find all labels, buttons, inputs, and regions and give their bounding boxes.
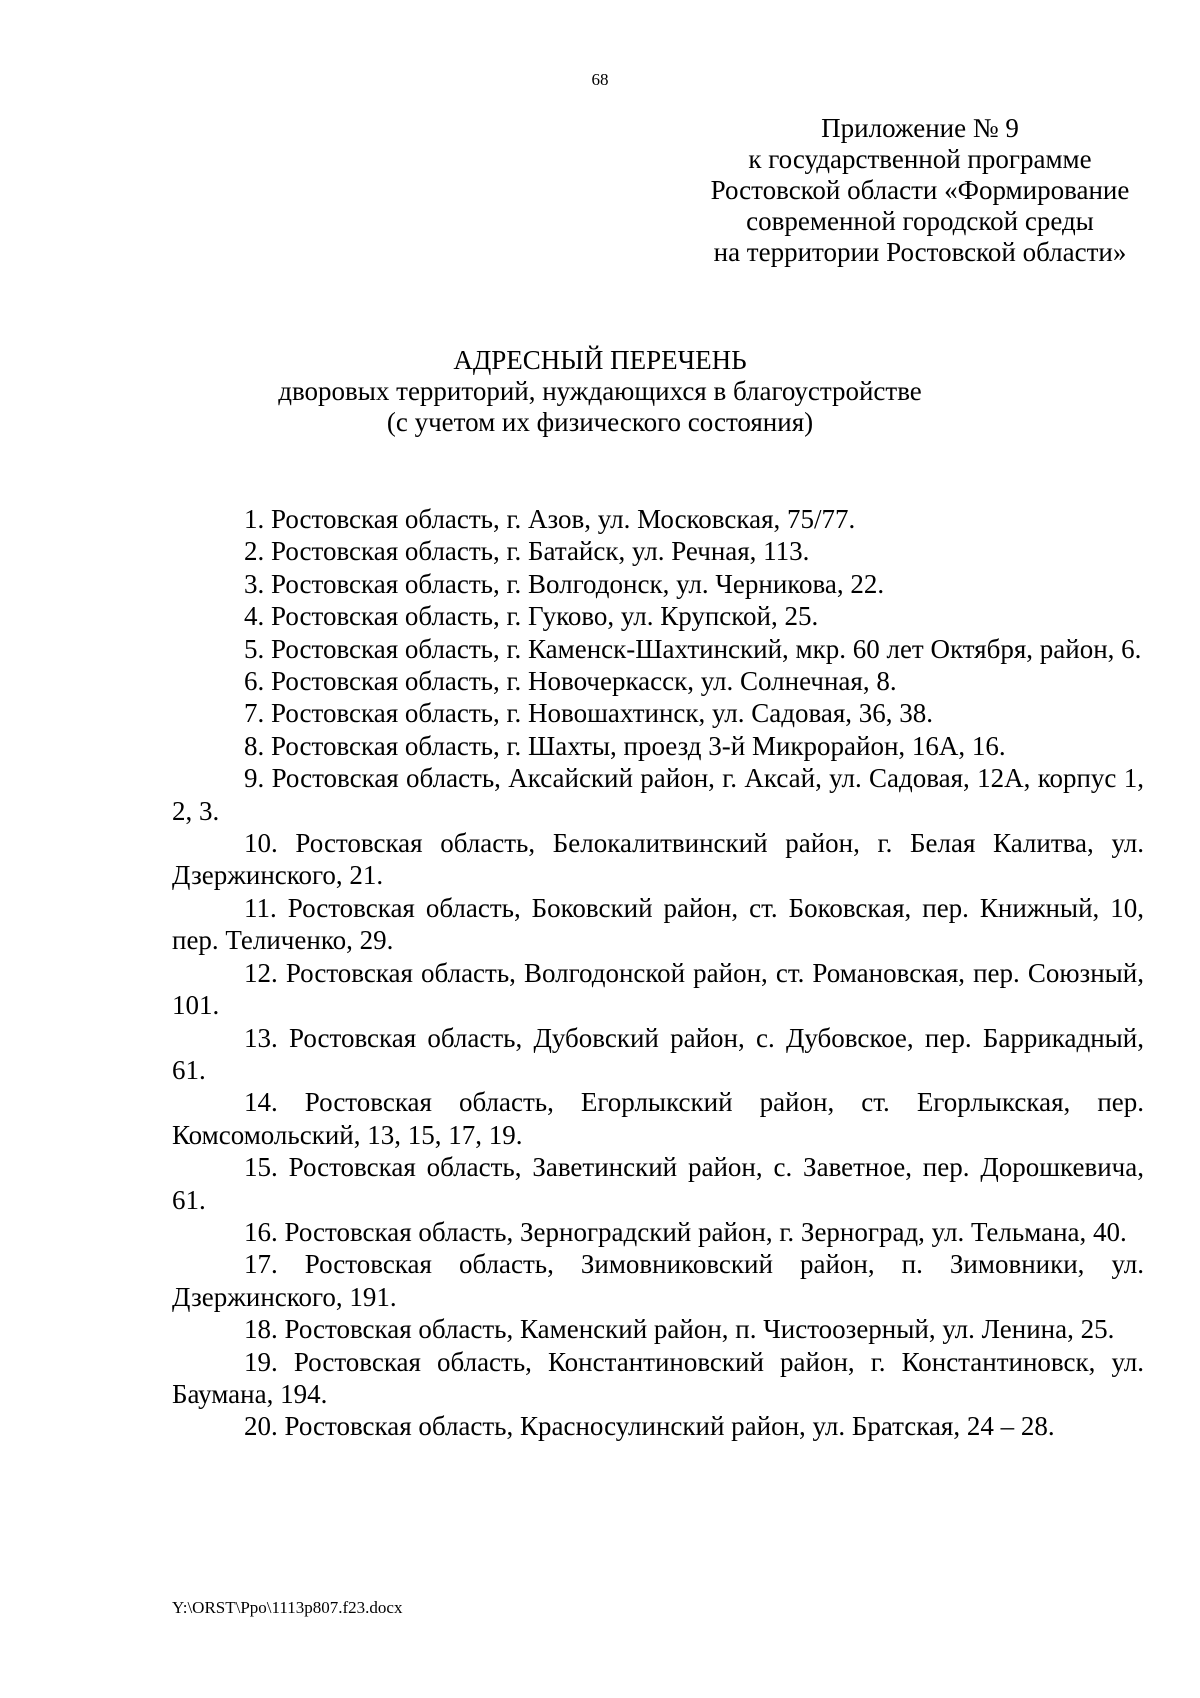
document-subtitle: дворовых территорий, нуждающихся в благоустройстве <box>278 376 922 406</box>
appendix-header <box>600 113 1200 268</box>
list-item: 12. Ростовская область, Волгодонской район, ст. Романовская, пер. Союзный, 101. <box>172 957 1144 1021</box>
appendix-line: современной городской среды <box>746 206 1094 236</box>
list-item: 13. Ростовская область, Дубовский район, с. Дубовское, пер. Баррикадный, 61. <box>172 1022 1144 1085</box>
address-list <box>172 503 1144 1443</box>
document-subtitle-note: (с учетом их физического состояния) <box>386 407 814 437</box>
list-item: 2. Ростовская область, г. Батайск, ул. Речная, 113. <box>244 536 810 567</box>
page-number: 68 <box>591 70 609 89</box>
list-item: 15. Ростовская область, Заветинский район, с. Заветное, пер. Дорошкевича, 61. <box>172 1152 1144 1215</box>
list-item: 10. Ростовская область, Белокалитвинский район, г. Белая Калитва, ул. Дзержинского, 21. <box>172 828 1144 891</box>
document-title-block <box>0 345 1200 438</box>
list-item: 5. Ростовская область, г. Каменск-Шахтинский, мкр. 60 лет Октября, район, 6. <box>244 633 1142 664</box>
list-item: 8. Ростовская область, г. Шахты, проезд 3-й Микрорайон, 16А, 16. <box>244 730 1006 761</box>
document-title: АДРЕСНЫЙ ПЕРЕЧЕНЬ <box>453 345 747 375</box>
list-item: 16. Ростовская область, Зерноградский район, г. Зерноград, ул. Тельмана, 40. <box>244 1216 1127 1247</box>
appendix-line: Ростовской области «Формирование <box>710 175 1130 205</box>
list-item: 20. Ростовская область, Красносулинский район, ул. Братская, 24 – 28. <box>244 1411 1055 1442</box>
list-item: 11. Ростовская область, Боковский район, ст. Боковская, пер. Книжный, 10, пер. Теличенко, 29. <box>172 892 1144 956</box>
list-item: 18. Ростовская область, Каменский район, п. Чистоозерный, ул. Ленина, 25. <box>244 1314 1115 1345</box>
list-item: 17. Ростовская область, Зимовниковский район, п. Зимовники, ул. Дзержинского, 191. <box>172 1249 1144 1312</box>
list-item: 19. Ростовская область, Константиновский район, г. Константиновск, ул. Баумана, 194. <box>172 1346 1144 1409</box>
appendix-line: на территории Ростовской области» <box>713 237 1127 267</box>
list-item: 6. Ростовская область, г. Новочеркасск, ул. Солнечная, 8. <box>244 666 897 697</box>
appendix-line: Приложение № 9 <box>821 113 1019 143</box>
list-item: 9. Ростовская область, Аксайский район, г. Аксай, ул. Садовая, 12А, корпус 1, 2, 3. <box>172 763 1144 826</box>
list-item: 14. Ростовская область, Егорлыкский район, ст. Егорлыкская, пер. Комсомольский, 13, 15, 17, 19. <box>172 1087 1144 1150</box>
footer-file-path: Y:\ORST\Ppo\1113p807.f23.docx <box>172 1598 403 1617</box>
list-item: 4. Ростовская область, г. Гуково, ул. Крупской, 25. <box>244 601 819 632</box>
list-item: 3. Ростовская область, г. Волгодонск, ул. Черникова, 22. <box>244 568 885 599</box>
appendix-line: к государственной программе <box>748 144 1092 174</box>
list-item: 1. Ростовская область, г. Азов, ул. Московская, 75/77. <box>244 504 856 534</box>
list-item: 7. Ростовская область, г. Новошахтинск, ул. Садовая, 36, 38. <box>244 698 934 729</box>
